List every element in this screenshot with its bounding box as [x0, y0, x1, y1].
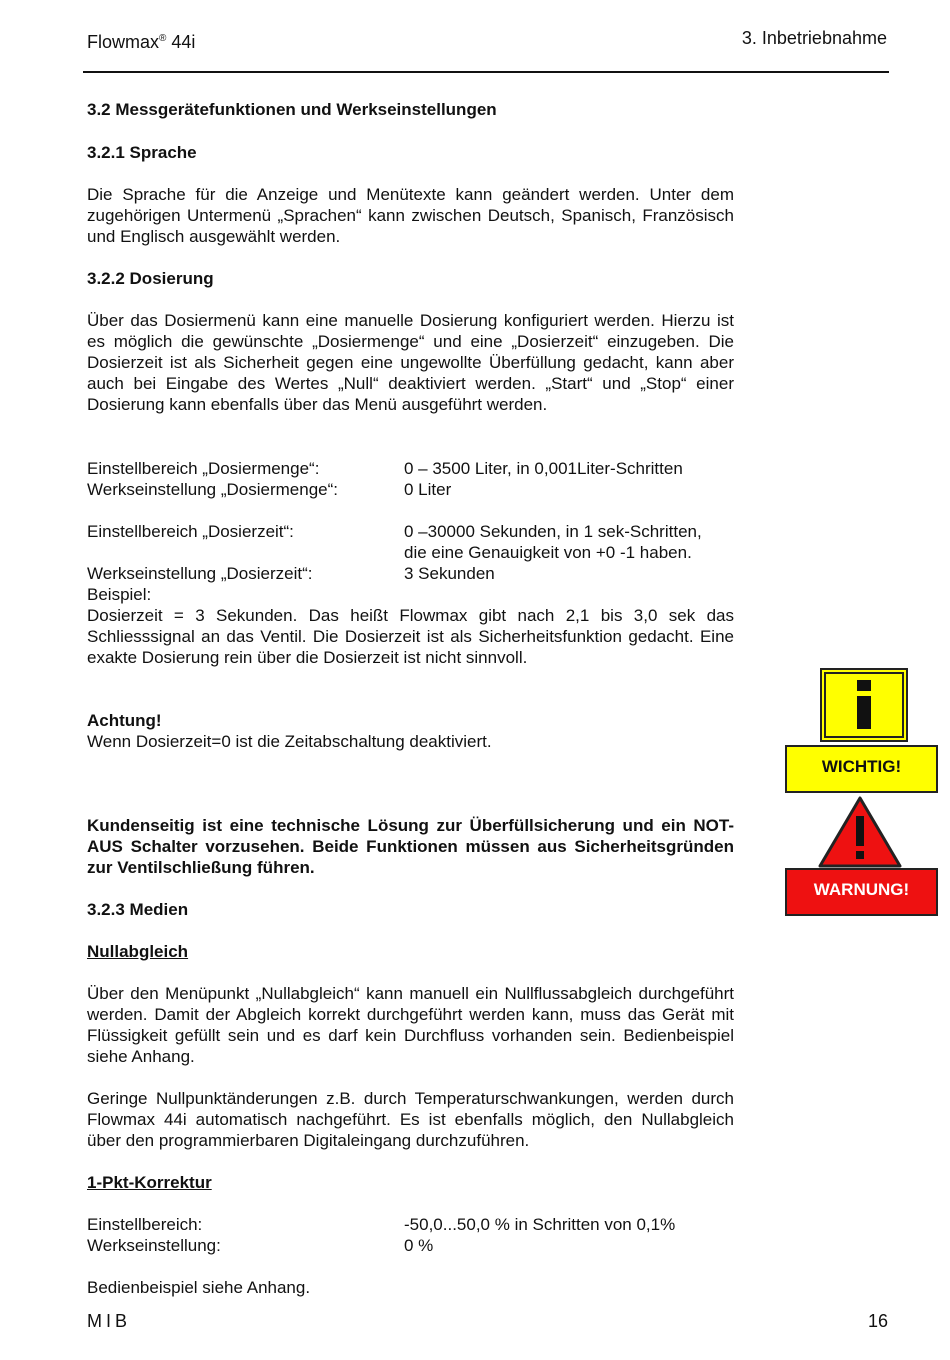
nullabgleich-paragraph-1: Über den Menüpunkt „Nullabgleich“ kann manuell ein Nullflussabgleich durchgeführt werden. Damit der Abgleich korrekt durchgeführt werden kann, muss das Gerät mit Flüssigkeit gefüllt sein und es darf kein Durchfluss vorhanden sein. Bedienbeispiel siehe Anhang. — [87, 984, 734, 1066]
row-label: Einstellbereich „Dosiermenge“: — [87, 459, 320, 478]
product-name: Flowmax — [87, 32, 160, 52]
row-label: Einstellbereich „Dosierzeit“: — [87, 522, 294, 541]
notice-text: Wenn Dosierzeit=0 ist die Zeitabschaltung deaktiviert. — [87, 732, 492, 751]
section-3-2-3-title: 3.2.3 Medien — [87, 900, 189, 919]
row-label: Werkseinstellung: — [87, 1236, 221, 1255]
footer-note: Bedienbeispiel siehe Anhang. — [87, 1278, 311, 1297]
header-product — [87, 28, 195, 53]
row-value: 0 – 3500 Liter, in 0,001Liter-Schritten — [404, 459, 683, 478]
section-3-2-1-title: 3.2.1 Sprache — [87, 143, 197, 162]
nullabgleich-paragraph-2: Geringe Nullpunktänderungen z.B. durch Temperaturschwankungen, werden durch Flowmax 44i automatisch nachgeführt. Es ist ebenfalls möglich, den Nullabgleich über den programmierbaren Digitaleingang durchzuführen. — [87, 1089, 734, 1150]
row-value: -50,0...50,0 % in Schritten von 0,1% — [404, 1215, 676, 1234]
row-value: 0 –30000 Sekunden, in 1 sek-Schritten, — [404, 522, 702, 541]
row-label: Einstellbereich: — [87, 1215, 203, 1234]
section-3-2-1-body: Die Sprache für die Anzeige und Menütexte kann geändert werden. Unter dem zugehörigen Untermenü „Sprachen“ kann zwischen Deutsch, Spanisch, Französisch und Englisch ausgewählt werden. — [87, 185, 734, 246]
model-name: 44i — [166, 32, 196, 52]
section-3-2-2-title: 3.2.2 Dosierung — [87, 269, 214, 288]
example-label: Beispiel: — [87, 585, 152, 604]
row-value: 0 Liter — [404, 480, 452, 499]
row-label: Werkseinstellung „Dosiermenge“: — [87, 480, 339, 499]
korrektur-title: 1-Pkt-Korrektur — [87, 1173, 212, 1192]
header-divider — [83, 71, 889, 73]
safety-warning-text: Kundenseitig ist eine technische Lösung zur Überfüllsicherung und ein NOT-AUS Schalter vorzusehen. Beide Funktionen müssen aus Sicherheitsgründen zur Ventilschließung führen. — [87, 816, 734, 877]
row-label: Werkseinstellung „Dosierzeit“: — [87, 564, 313, 583]
row-value-continued: die eine Genauigkeit von +0 -1 haben. — [404, 543, 692, 562]
wichtig-badge: WICHTIG! — [785, 745, 938, 793]
page-number: 16 — [867, 1311, 888, 1331]
row-value: 3 Sekunden — [404, 564, 495, 583]
registered-mark: ® — [159, 33, 167, 44]
section-3-2-2-body: Über das Dosiermenü kann eine manuelle Dosierung konfiguriert werden. Hierzu ist es möglich die gewünschte „Dosiermenge“ und eine „Dosierzeit“ einzugeben. Die Dosierzeit ist als Sicherheit gegen eine ungewollte Überfüllung gedacht, kann aber auch bei Eingabe des Wertes „Null“ deaktiviert werden. „Start“ und „Stop“ einer Dosierung kann ebenfalls über das Menü ausgeführt werden. — [87, 311, 734, 414]
info-icon — [820, 668, 908, 742]
header-chapter: 3. Inbetriebnahme — [741, 28, 887, 48]
notice-title: Achtung! — [87, 711, 162, 730]
warning-triangle-icon — [818, 796, 902, 868]
row-value: 0 % — [404, 1236, 434, 1255]
example-text: Dosierzeit = 3 Sekunden. Das heißt Flowmax gibt nach 2,1 bis 3,0 sek das Schliesssignal an das Ventil. Die Dosierzeit ist als Sicherheitsfunktion gedacht. Eine exakte Dosierung rein über die Dosierzeit ist nicht sinnvoll. — [87, 606, 734, 667]
nullabgleich-title: Nullabgleich — [87, 942, 189, 961]
section-3-2-title: 3.2 Messgerätefunktionen und Werkseinstellungen — [87, 100, 497, 119]
footer-company: MIB — [87, 1311, 132, 1331]
warnung-badge: WARNUNG! — [785, 868, 938, 916]
